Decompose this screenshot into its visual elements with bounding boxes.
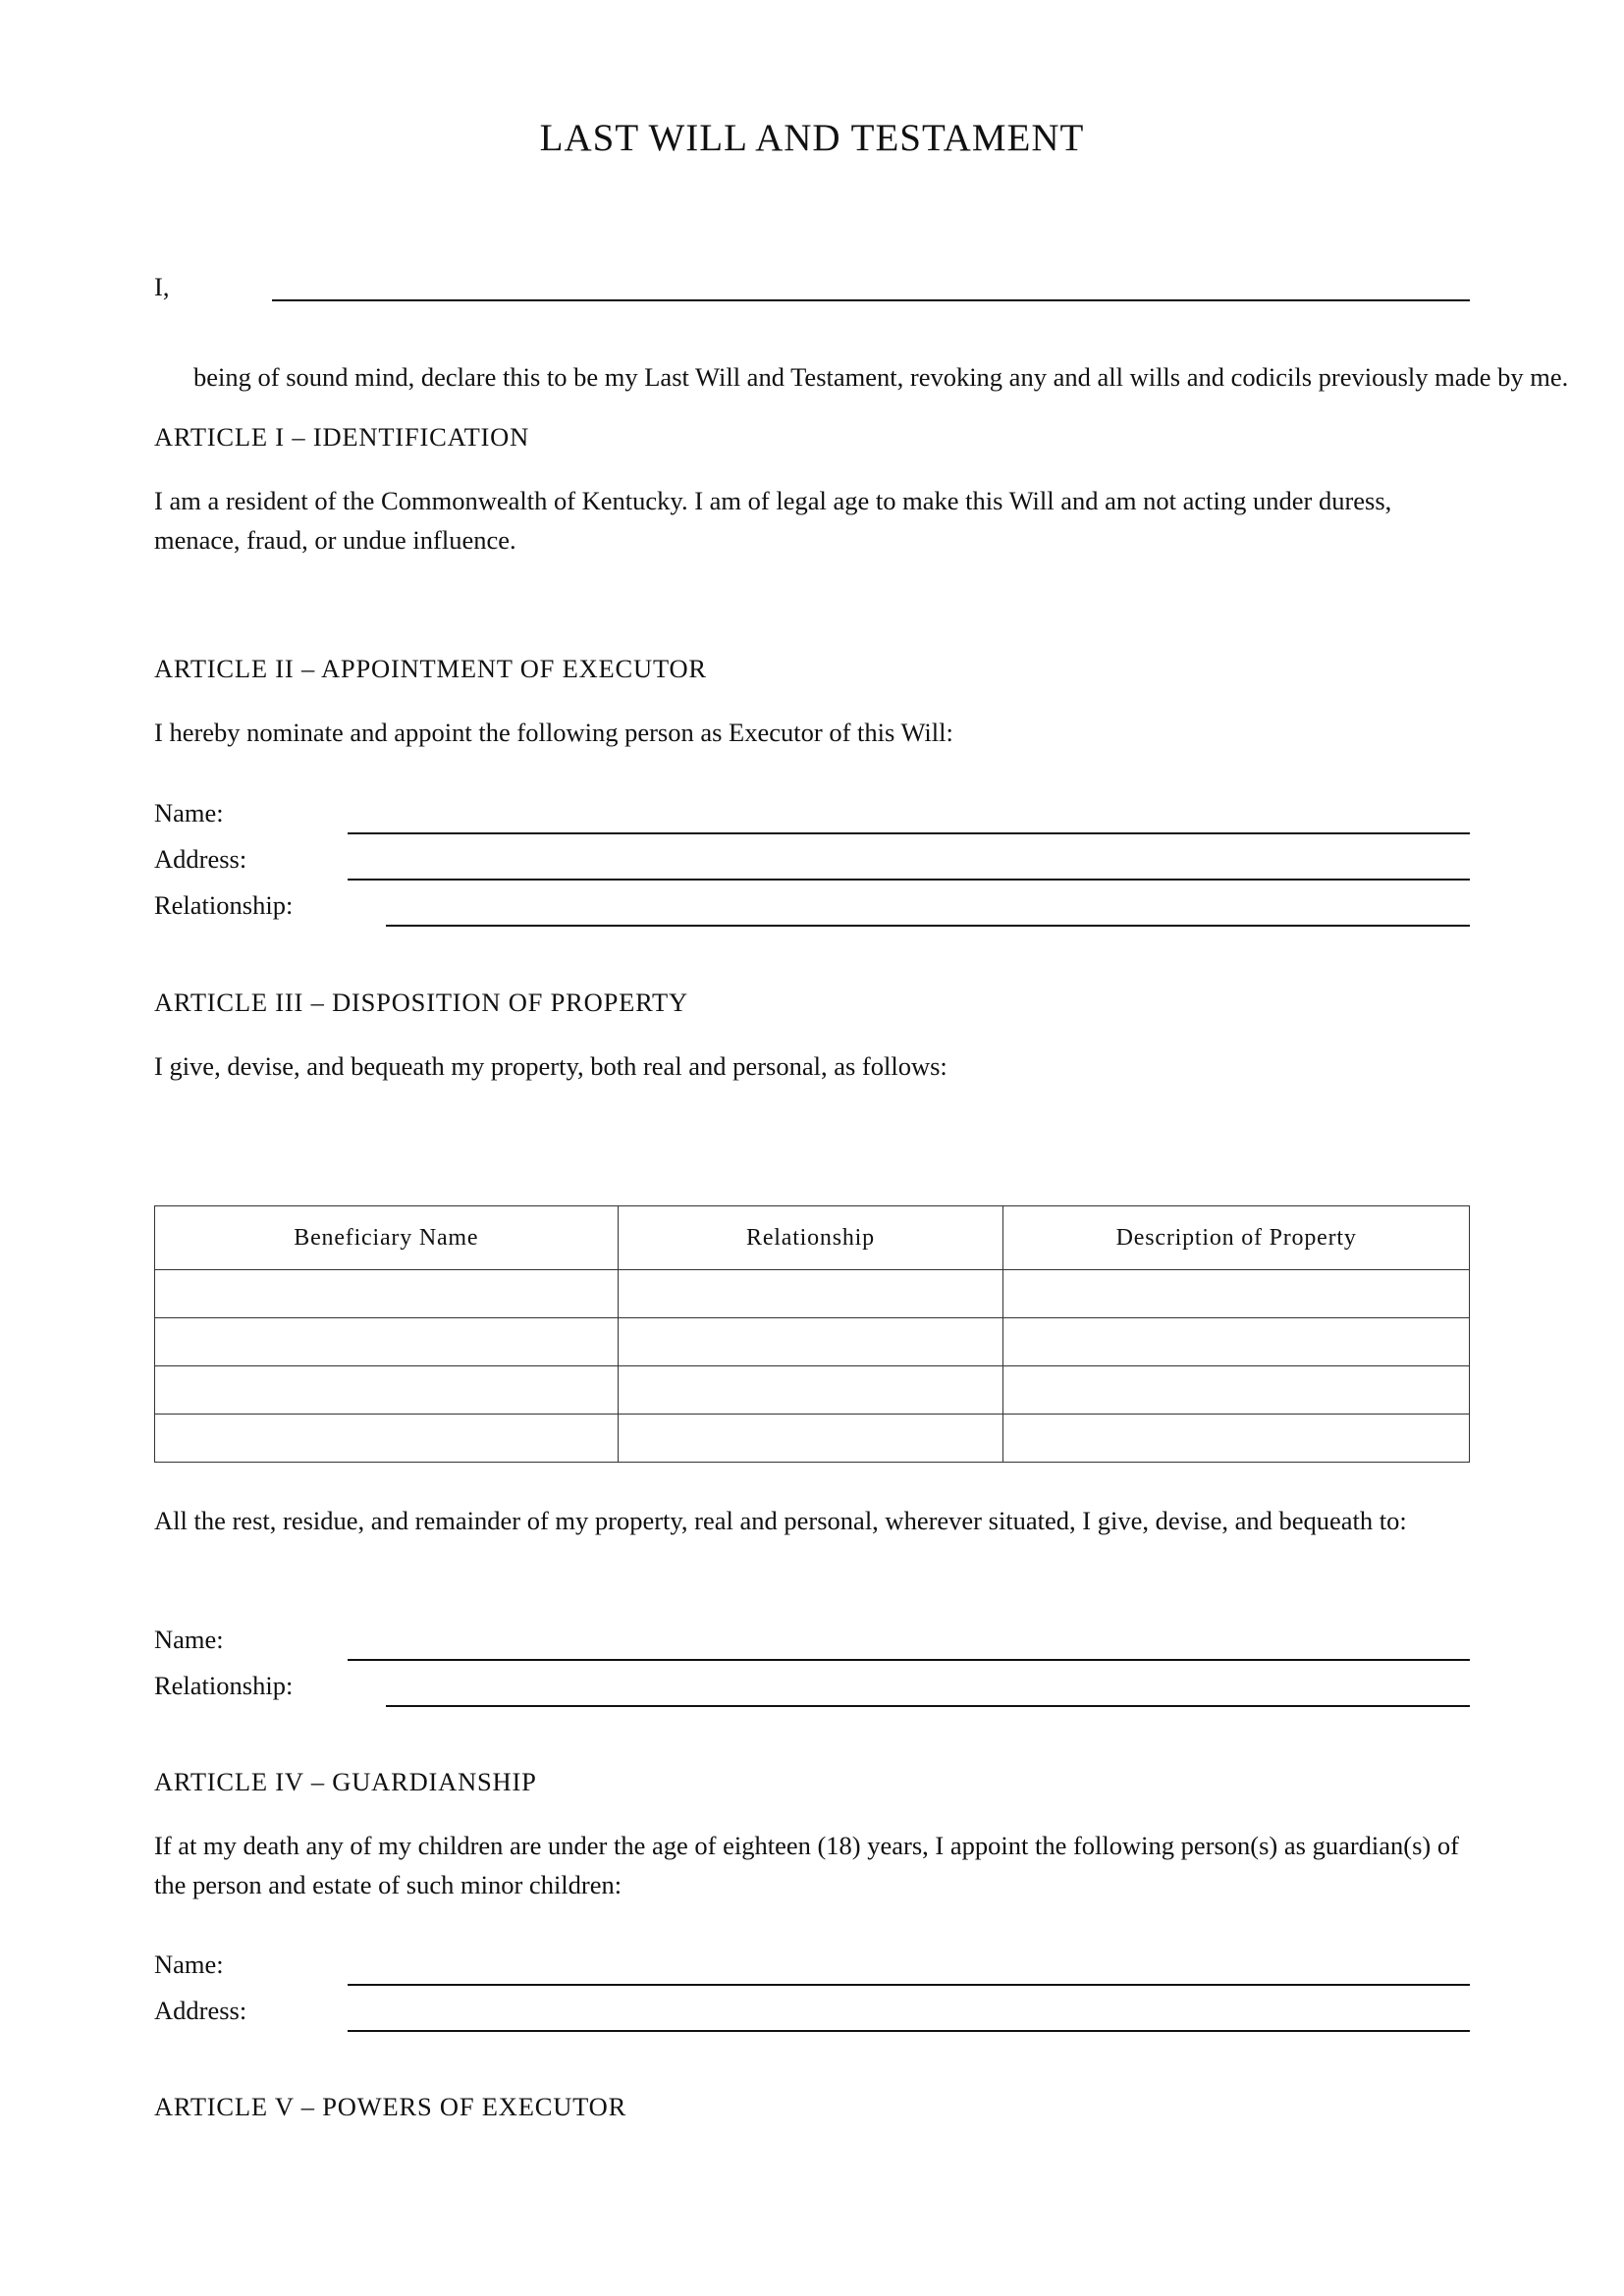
document-title: LAST WILL AND TESTAMENT <box>539 117 1085 159</box>
executor-address-line[interactable] <box>348 879 1470 881</box>
declaration-prefix: I, <box>154 272 170 301</box>
table-row <box>155 1318 1470 1366</box>
guardian-name-label: Name: <box>154 1949 224 1979</box>
table-header-row <box>155 1206 1470 1270</box>
declaration-text: being of sound mind, declare this to be my Last Will and Testament, revoking any and all wills and codicils previously made by me. <box>193 362 1569 392</box>
article-4-heading: ARTICLE IV – GUARDIANSHIP <box>154 1767 537 1796</box>
residue-name-label: Name: <box>154 1625 224 1654</box>
executor-relationship-label: Relationship: <box>154 890 294 920</box>
table-cell[interactable] <box>618 1318 1003 1366</box>
article-4-text: If at my death any of my children are under the age of eighteen (18) years, I appoint the following person(s) as guardian(s) of the person and estate of such minor children: <box>154 1831 1459 1899</box>
article-1-heading: ARTICLE I – IDENTIFICATION <box>154 422 530 452</box>
table-cell[interactable] <box>618 1415 1003 1463</box>
article-3-text: I give, devise, and bequeath my property, both real and personal, as follows: <box>154 1051 947 1081</box>
executor-relationship-line[interactable] <box>386 925 1470 927</box>
guardian-name-line[interactable] <box>348 1984 1470 1986</box>
guardian-address-line[interactable] <box>348 2030 1470 2032</box>
executor-name-line[interactable] <box>348 832 1470 834</box>
executor-name-label: Name: <box>154 798 224 828</box>
table-cell[interactable] <box>1003 1270 1470 1318</box>
table-row <box>155 1415 1470 1463</box>
residue-relationship-label: Relationship: <box>154 1671 294 1700</box>
column-header-description: Description of Property <box>1003 1206 1470 1270</box>
article-2-text: I hereby nominate and appoint the following person as Executor of this Will: <box>154 718 953 747</box>
table-cell[interactable] <box>618 1366 1003 1415</box>
executor-address-label: Address: <box>154 844 247 874</box>
article-3-heading: ARTICLE III – DISPOSITION OF PROPERTY <box>154 988 688 1017</box>
table-cell[interactable] <box>1003 1318 1470 1366</box>
residue-relationship-line[interactable] <box>386 1705 1470 1707</box>
column-header-relationship: Relationship <box>618 1206 1003 1270</box>
table-cell[interactable] <box>1003 1415 1470 1463</box>
table-cell[interactable] <box>155 1270 619 1318</box>
article-5-heading: ARTICLE V – POWERS OF EXECUTOR <box>154 2092 627 2121</box>
table-cell[interactable] <box>618 1270 1003 1318</box>
column-header-beneficiary-name: Beneficiary Name <box>155 1206 619 1270</box>
residue-name-line[interactable] <box>348 1659 1470 1661</box>
table-cell[interactable] <box>155 1366 619 1415</box>
table-row <box>155 1270 1470 1318</box>
article-2-heading: ARTICLE II – APPOINTMENT OF EXECUTOR <box>154 654 707 683</box>
article-1-text: I am a resident of the Commonwealth of Kentucky. I am of legal age to make this Will and am not acting under duress, menace, fraud, or undue influence. <box>154 486 1392 555</box>
residue-text: All the rest, residue, and remainder of my property, real and personal, wherever situated, I give, devise, and bequeath to: <box>154 1506 1407 1535</box>
beneficiary-table <box>154 1205 1470 1463</box>
testator-name-line[interactable] <box>272 299 1470 301</box>
table-cell[interactable] <box>155 1415 619 1463</box>
table-row <box>155 1366 1470 1415</box>
table-cell[interactable] <box>155 1318 619 1366</box>
table-cell[interactable] <box>1003 1366 1470 1415</box>
guardian-address-label: Address: <box>154 1996 247 2025</box>
